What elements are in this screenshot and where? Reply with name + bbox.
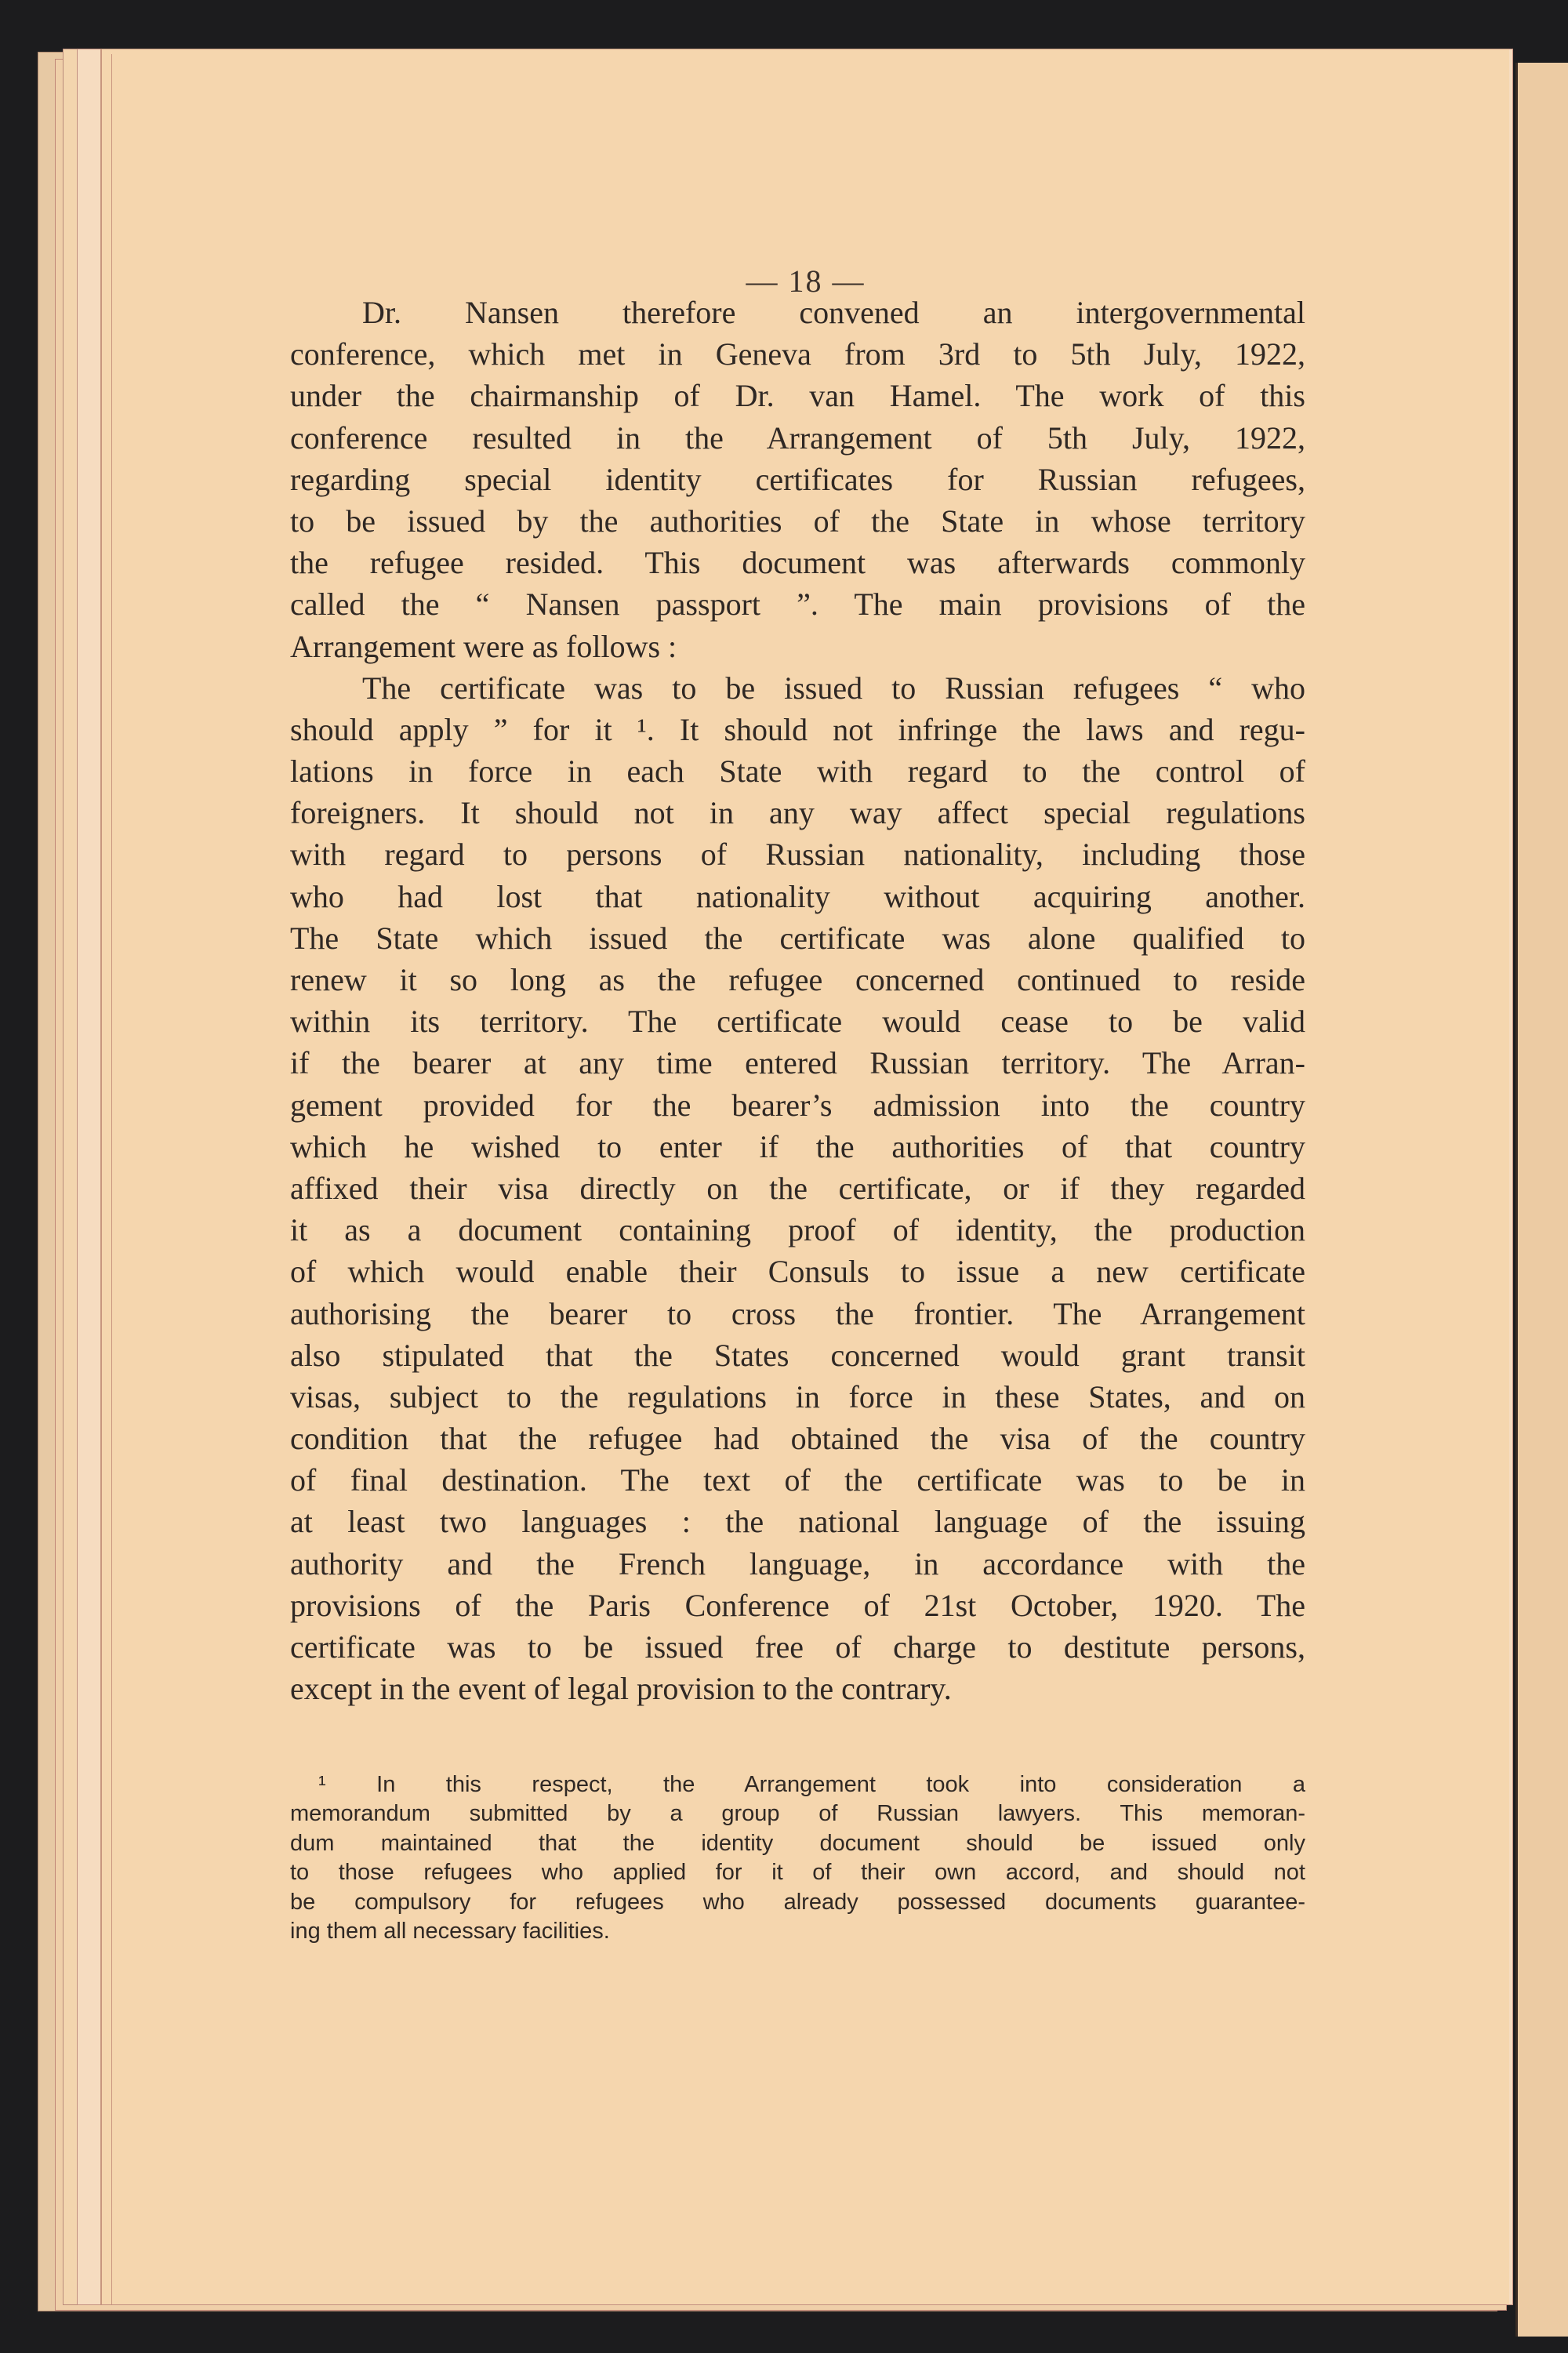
text-line: authority and the French language, in accordance with the <box>290 1545 1305 1581</box>
text-line: memorandum submitted by a group of Russian lawyers. This memoran- <box>290 1801 1305 1827</box>
text-line: of final destination. The text of the certificate was to be in <box>290 1462 1305 1498</box>
text-line: with regard to persons of Russian nationality, including those <box>290 837 1305 873</box>
text-line: certificate was to be issued free of charge to destitute persons, <box>290 1629 1305 1665</box>
text-line: of which would enable their Consuls to issue a new certificate <box>290 1254 1305 1290</box>
text-line: it as a document containing proof of identity, the production <box>290 1212 1305 1248</box>
text-line: provisions of the Paris Conference of 21st October, 1920. The <box>290 1587 1305 1623</box>
text-line: condition that the refugee had obtained the visa of the country <box>290 1421 1305 1457</box>
text-line: ing them all necessary facilities. <box>290 1918 610 1944</box>
paragraph <box>290 292 1305 667</box>
text-line: under the chairmanship of Dr. van Hamel. The work of this <box>290 378 1305 414</box>
text-line: ¹ In this respect, the Arrangement took into consideration a <box>318 1772 1305 1797</box>
text-line: conference resulted in the Arrangement of 5th July, 1922, <box>290 419 1305 456</box>
text-line: within its territory. The certificate would cease to be valid <box>290 1004 1305 1040</box>
text-line: also stipulated that the States concerned would grant transit <box>290 1337 1305 1373</box>
text-line: lations in force in each State with regard to the control of <box>290 753 1305 790</box>
text-line: the refugee resided. This document was afterwards commonly <box>290 545 1305 581</box>
text-line: who had lost that nationality without acquiring another. <box>290 878 1305 914</box>
text-line: to those refugees who applied for it of their own accord, and should not <box>290 1860 1305 1886</box>
facing-page-edge <box>1515 63 1568 2337</box>
text-line: gement provided for the bearer’s admission into the country <box>290 1087 1305 1123</box>
text-line: visas, subject to the regulations in force in these States, and on <box>290 1378 1305 1414</box>
text-line: be compulsory for refugees who already possessed documents guarantee- <box>290 1889 1305 1915</box>
text-line: should apply ” for it ¹. It should not infringe the laws and regu- <box>290 711 1305 747</box>
text-line: called the “ Nansen passport ”. The main provisions of the <box>290 586 1305 623</box>
footnote <box>290 1770 1305 1946</box>
text-line: which he wished to enter if the authorities of that country <box>290 1128 1305 1164</box>
text-line: authorising the bearer to cross the frontier. The Arrangement <box>290 1295 1305 1331</box>
text-line: The State which issued the certificate was alone qualified to <box>290 920 1305 956</box>
text-line: Dr. Nansen therefore convened an intergovernmental <box>362 295 1305 330</box>
text-line: except in the event of legal provision to the contrary. <box>290 1671 952 1707</box>
text-line: regarding special identity certificates for Russian refugees, <box>290 461 1305 497</box>
text-line: The certificate was to be issued to Russian refugees “ who <box>362 670 1305 706</box>
text-line: if the bearer at any time entered Russian territory. The Arran- <box>290 1045 1305 1081</box>
text-line: foreigners. It should not in any way affect special regulations <box>290 795 1305 831</box>
text-line: dum maintained that the identity document should be issued only <box>290 1830 1305 1856</box>
text-line: to be issued by the authorities of the State in whose territory <box>290 503 1305 539</box>
text-line: renew it so long as the refugee concerned continued to reside <box>290 962 1305 997</box>
page-number: — 18 — <box>746 263 866 299</box>
text-line: at least two languages : the national language of the issuing <box>290 1504 1305 1540</box>
text-line: conference, which met in Geneva from 3rd to 5th July, 1922, <box>290 336 1305 372</box>
text-line: Arrangement were as follows : <box>290 628 677 664</box>
paragraph <box>290 667 1305 1710</box>
body-text <box>290 292 1305 1709</box>
text-line: affixed their visa directly on the certificate, or if they regarded <box>290 1170 1305 1206</box>
